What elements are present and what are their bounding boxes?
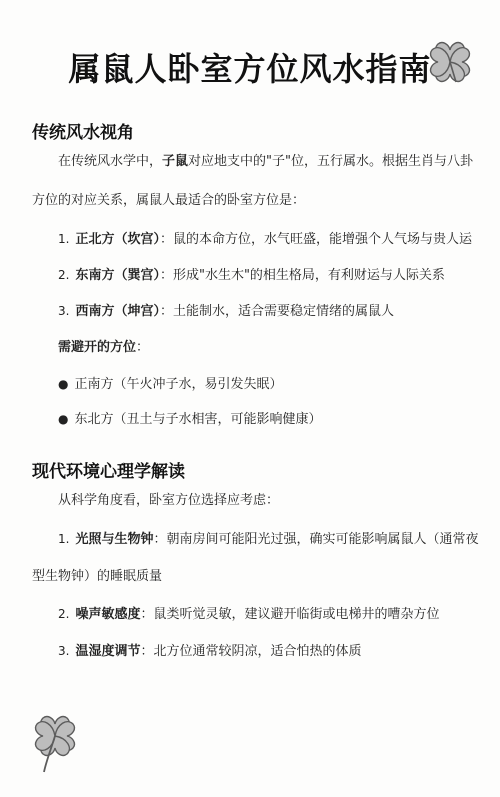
list-item [58,302,394,321]
list-label: 正北方（坎宫） [75,232,160,247]
avoid-heading-colon: ： [136,340,150,355]
list-item [58,642,361,661]
list-label: 东南方（巽宫） [75,268,160,283]
avoid-heading-label: 需避开的方位 [58,340,137,355]
list-number: 2. [58,268,70,282]
list-item [58,266,445,285]
list-item-continuation: 型生物钟）的睡眠质量 [32,569,163,584]
intro-text: 对应地支中的"子"位，五行属水。根据生肖与八卦 [188,154,473,169]
four-leaf-clover-icon [424,36,476,88]
section-heading-modern: 现代环境心理学解读 [32,462,185,482]
list-item [58,530,478,549]
list-text: 正南方（午火冲子水，易引发失眠） [74,377,283,392]
list-text: 东北方（丑土与子水相害，可能影响健康） [74,412,322,427]
list-text: ：鼠类听觉灵敏，建议避开临街或电梯井的嘈杂方位 [140,607,440,622]
list-label: 温湿度调节 [75,644,141,659]
four-leaf-clover-icon [26,708,84,774]
bullet-icon: ● [58,377,69,391]
intro-paragraph-line1 [58,153,473,171]
section-heading-traditional: 传统风水视角 [32,123,134,143]
list-number: 1. [58,532,70,546]
avoid-heading [58,339,149,357]
intro-paragraph-line2: 方位的对应关系，属鼠人最适合的卧室方位是： [32,193,306,208]
list-label: 噪声敏感度 [75,607,141,622]
bullet-icon: ● [58,412,69,426]
page-title: 属鼠人卧室方位风水指南 [68,50,432,88]
list-text: ：鼠的本命方位，水气旺盛，能增强个人气场与贵人运 [159,232,472,247]
list-label: 西南方（坤宫） [75,304,160,319]
list-label: 光照与生物钟 [75,532,154,547]
list-text: ：北方位通常较阴凉，适合怕热的体质 [140,644,362,659]
list-item [58,410,322,429]
list-number: 3. [58,304,70,318]
list-text: ：土能制水，适合需要稳定情绪的属鼠人 [159,304,394,319]
intro-text: 在传统风水学中， [58,154,163,169]
list-number: 2. [58,607,70,621]
list-number: 1. [58,232,70,246]
list-item [58,375,283,394]
intro-bold-text: 子鼠 [162,154,189,169]
list-text: ：朝南房间可能阳光过强，确实可能影响属鼠人（通常夜 [153,532,479,547]
list-item [58,230,472,249]
list-text: ：形成"水生木"的相生格局，有利财运与人际关系 [159,268,445,283]
list-number: 3. [58,644,70,658]
intro-paragraph: 从科学角度看，卧室方位选择应考虑： [58,493,280,508]
list-item [58,605,439,624]
